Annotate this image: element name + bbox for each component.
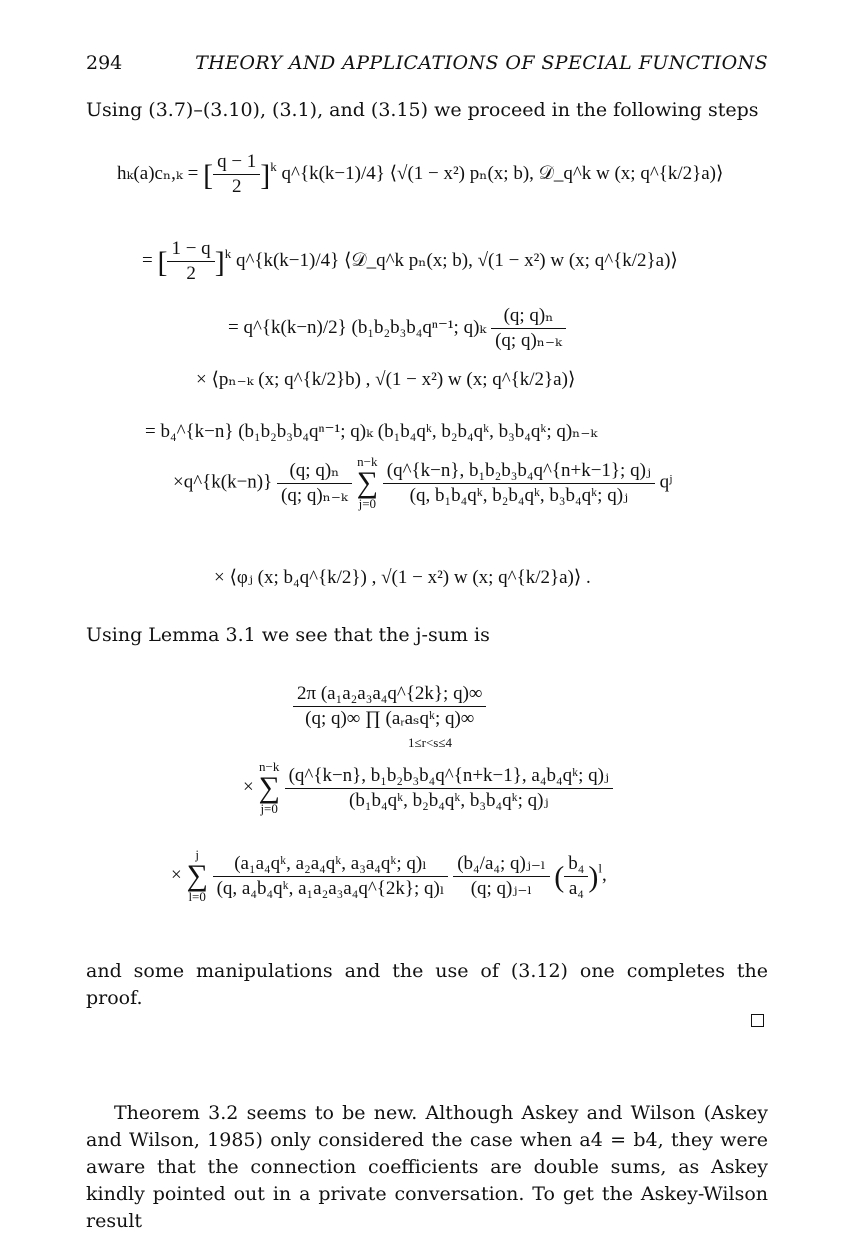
theorem-note-paragraph: Theorem 3.2 seems to be new. Although Askey and Wilson (Askey and Wilson, 1985) only considered the case when a4 = b4, they were aware that the connection coefficients are double sums, as Askey kindly pointed out in a private conversation. To get the Askey-Wilson result bbox=[86, 1102, 768, 1232]
eq2-rest: q^{k(k−1)/4} ⟨𝒟_q^k pₙ(x; b), √(1 − x²) w (x; q^{k/2}a)⟩ bbox=[235, 249, 678, 271]
equation-10: × j ∑ l=0 $\frac{\text{(a₁a₄qᵏ, a₂a₄qᵏ, a₃a₄qᵏ; q)ₗ}}{\text{(q, a₄b₄qᵏ, a₁a₂a₃a₄q\textasciicircum{}\{2k\}; q)ₗ}}$ $\frac{\text{(b₄/a₄; q)ⱼ₋ₗ}}{\text{(q; q)ⱼ₋ₗ}}$ ( $\frac{\text{b₄}}{\text{a₄}}$ )$^l$, bbox=[171, 847, 607, 904]
equation-5: = b₄^{k−n} (b₁b₂b₃b₄qⁿ⁻¹; q)ₖ (b₁b₄qᵏ, b₂b₄qᵏ, b₃b₄qᵏ; q)ₙ₋ₖ bbox=[145, 421, 598, 442]
equation-1: hₖ(a)cₙ,ₖ = [ $\frac{q - 1}{2}$ ]$^k$ q^{k(k−1)/4} ⟨√(1 − x²) pₙ(x; b), 𝒟_q^k w (x; q^{k/2}a)⟩ bbox=[117, 151, 724, 197]
lemma-paragraph: Using Lemma 3.1 we see that the j-sum is bbox=[86, 624, 490, 646]
equation-7: × ⟨φⱼ (x; b₄q^{k/2}) , √(1 − x²) w (x; q^{k/2}a)⟩ . bbox=[214, 567, 591, 588]
equation-6: ×q^{k(k−n)} $\frac{\text{(q; q)ₙ}}{\text{(q; q)ₙ₋ₖ}}$ n−k ∑ j=0 $\frac{\text{(q\textasciicircum{}\{k−n\}, b₁b₂b₃b₄q\textasciicircum{}\{n+k−1\}; q)ⱼ}}{\text{(q, b₁b₄qᵏ, b₂b₄qᵏ, b₃b₄qᵏ; q)ⱼ}}$ qʲ bbox=[173, 454, 673, 511]
equation-3 bbox=[228, 304, 566, 353]
eq1-bracket-fraction: $\frac{q - 1}{2}$ bbox=[213, 150, 260, 199]
intro-paragraph: Using (3.7)–(3.10), (3.1), and (3.15) we proceed in the following steps bbox=[86, 99, 759, 121]
equation-9: × n−k ∑ j=0 $\frac{\text{(q\textasciicircum{}\{k−n\}, b₁b₂b₃b₄q\textasciicircum{}\{n+k−1\}, a₄b₄qᵏ; q)ⱼ}}{\text{(b₁b₄qᵏ, b₂b₄qᵏ, b₃b₄qᵏ; q)ⱼ}}$ bbox=[243, 760, 613, 816]
page-number: 294 bbox=[86, 52, 123, 74]
eq1-lhs: hₖ(a)cₙ,ₖ = bbox=[117, 162, 199, 184]
eq6-fraction-1: $\frac{\text{(q; q)ₙ}}{\text{(q; q)ₙ₋ₖ}}$ bbox=[277, 459, 352, 508]
eq9-fraction: $\frac{\text{(q\textasciicircum{}\{k−n\}, b₁b₂b₃b₄q\textasciicircum{}\{n+k−1\}, a₄b₄qᵏ; q)ⱼ}}{\text{(b₁b₄qᵏ, b₂b₄qᵏ, b₃b₄qᵏ; q)ⱼ}}$ bbox=[285, 764, 613, 813]
eq6-fraction-2: $\frac{\text{(q\textasciicircum{}\{k−n\}, b₁b₂b₃b₄q\textasciicircum{}\{n+k−1\}; q)ⱼ}}{\text{(q, b₁b₄qᵏ, b₂b₄qᵏ, b₃b₄qᵏ; q)ⱼ}}$ bbox=[383, 459, 655, 508]
eq1-rest: q^{k(k−1)/4} ⟨√(1 − x²) pₙ(x; b), 𝒟_q^k w (x; q^{k/2}a)⟩ bbox=[281, 162, 724, 184]
conclusion-paragraph: and some manipulations and the use of (3.12) one completes the proof. bbox=[86, 960, 768, 1009]
eq10-fraction-2: $\frac{\text{(b₄/a₄; q)ⱼ₋ₗ}}{\text{(q; q)ⱼ₋ₗ}}$ bbox=[453, 852, 549, 901]
page-header bbox=[86, 52, 768, 80]
equation-8 bbox=[293, 682, 486, 755]
eq9-sum: n−k ∑ j=0 bbox=[258, 759, 280, 816]
equation-2: = [ $\frac{1 - q}{2}$ ]$^k$ q^{k(k−1)/4} ⟨𝒟_q^k pₙ(x; b), √(1 − x²) w (x; q^{k/2}a)⟩ bbox=[142, 238, 678, 284]
qed-square-icon bbox=[751, 1014, 764, 1027]
eq10-fraction-1: $\frac{\text{(a₁a₄qᵏ, a₂a₄qᵏ, a₃a₄qᵏ; q)ₗ}}{\text{(q, a₄b₄qᵏ, a₁a₂a₃a₄q\textasciicircum{}\{2k\}; q)ₗ}}$ bbox=[213, 852, 449, 901]
eq3-lhs: = q^{k(k−n)/2} (b₁b₂b₃b₄qⁿ⁻¹; q)ₖ bbox=[228, 316, 487, 338]
eq8-fraction: 2π (a₁a₂a₃a₄q^{2k}; q)∞ (q; q)∞ ∏ (aᵣaₛqᵏ; q)∞ 1≤r<s≤4 bbox=[293, 682, 486, 755]
eq6-sum: n−k ∑ j=0 bbox=[356, 454, 379, 511]
eq10-sum: j ∑ l=0 bbox=[186, 847, 208, 904]
running-head: THEORY AND APPLICATIONS OF SPECIAL FUNCTIONS bbox=[195, 52, 768, 74]
eq10-fraction-3: $\frac{\text{b₄}}{\text{a₄}}$ bbox=[564, 852, 588, 901]
eq3-fraction: $\frac{\text{(q; q)ₙ}}{\text{(q; q)ₙ₋ₖ}}$ bbox=[491, 304, 566, 353]
eq2-bracket-fraction: $\frac{1 - q}{2}$ bbox=[167, 237, 214, 286]
equation-4: × ⟨pₙ₋ₖ (x; q^{k/2}b) , √(1 − x²) w (x; q^{k/2}a)⟩ bbox=[196, 369, 576, 390]
